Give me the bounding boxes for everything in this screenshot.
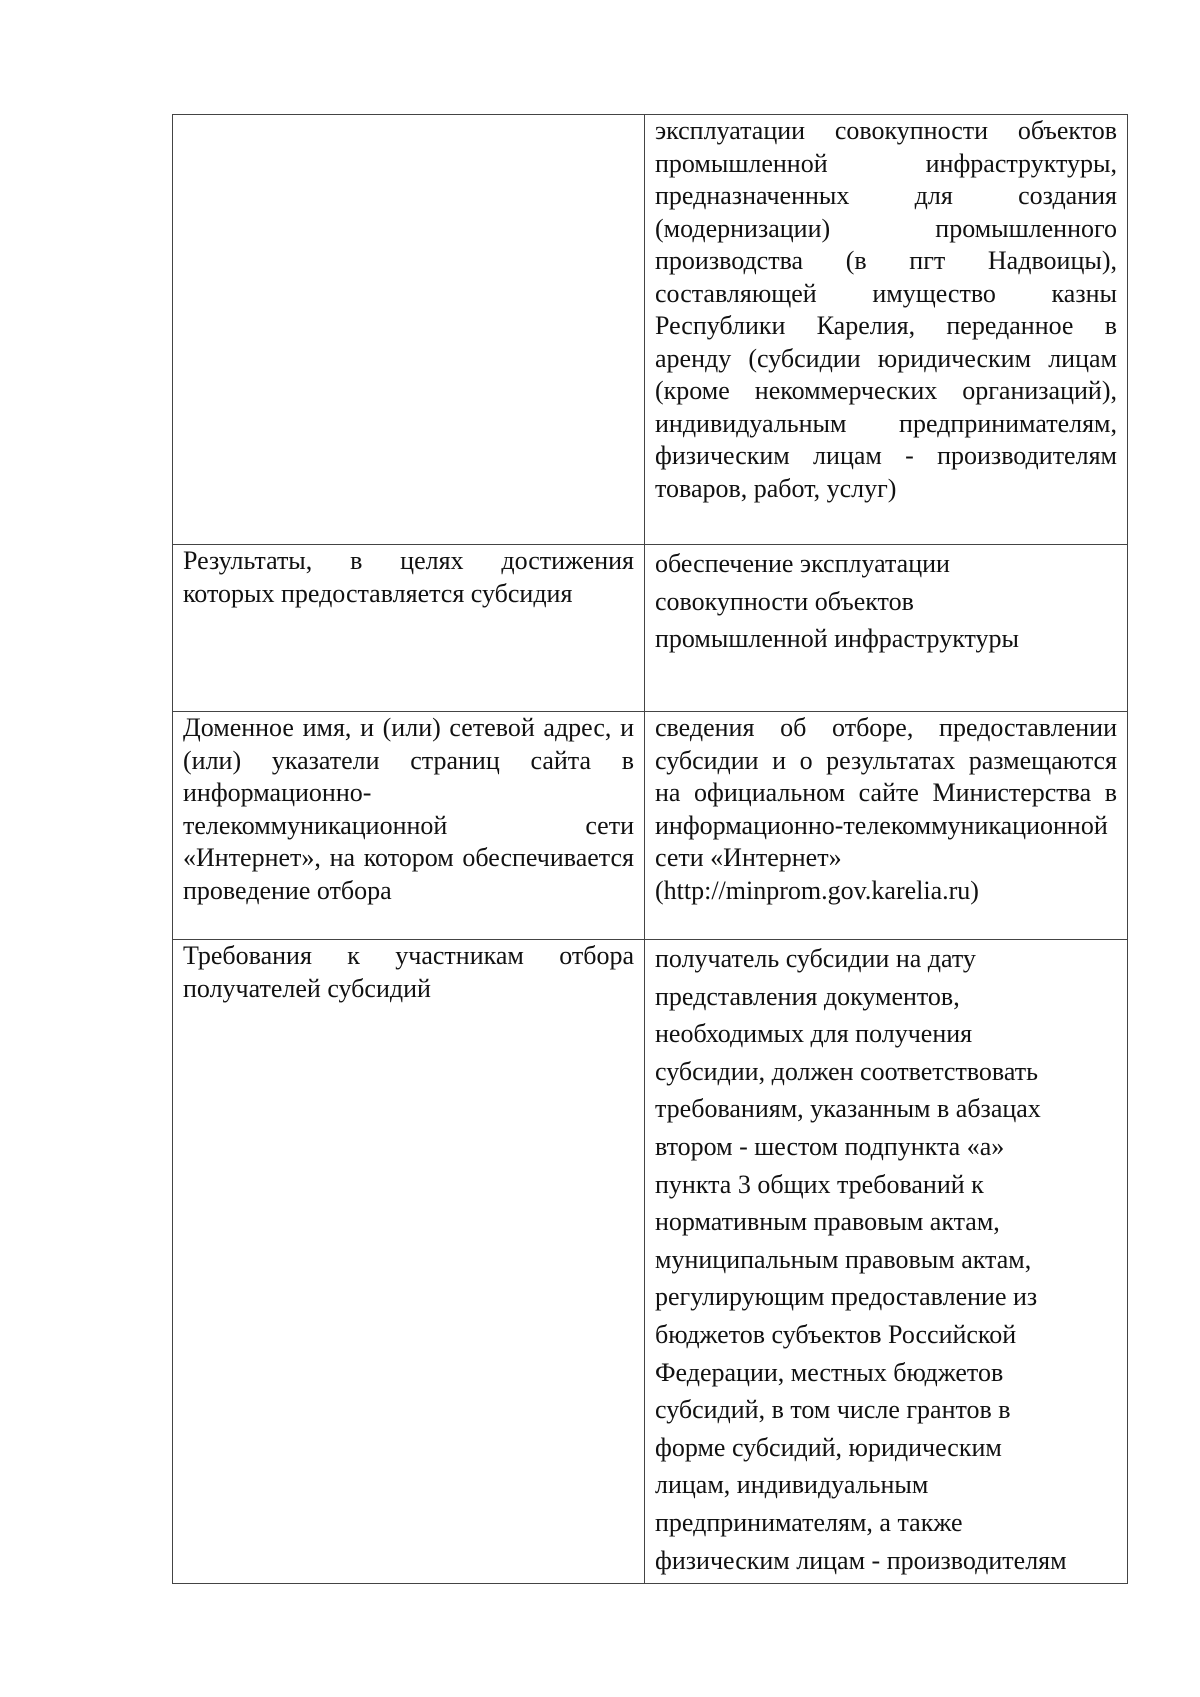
table-row: [173, 545, 1128, 712]
row-label: Результаты, в целях достижения которых предоставляется субсидия: [183, 546, 634, 608]
table-row: [173, 712, 1128, 940]
requirements-table: [172, 114, 1128, 1584]
table-cell-label: [173, 712, 645, 940]
row-label: Доменное имя, и (или) сетевой адрес, и (или) указатели страниц сайта в информационно-телекоммуникационной сети «Интернет», на котором обеспечивается проведение отбора: [183, 713, 634, 905]
row-value: сведения об отборе, предоставлении субсидии и о результатах размещаются на официальном сайте Министерства в информационно-телекоммуникационной сети «Интернет» (http://minprom.gov.karelia.ru): [655, 713, 1117, 905]
row-value: обеспечение эксплуатации совокупности объектов промышленной инфраструктуры: [655, 549, 1019, 654]
row-value: эксплуатации совокупности объектов промышленной инфраструктуры, предназначенных для создания (модернизации) промышленного производства (в пгт Надвоицы), составляющей имущество казны Республики Карелия, переданное в аренду (субсидии юридическим лицам (кроме некоммерческих организаций), индивидуальным предпринимателям, физическим лицам - производителям товаров, работ, услуг): [655, 116, 1117, 503]
row-label: Требования к участникам отбора получателей субсидий: [183, 941, 634, 1003]
table-cell-value: [645, 940, 1128, 1584]
table-cell-value: [645, 115, 1128, 545]
table-cell-label: [173, 115, 645, 545]
table-cell-label: [173, 545, 645, 712]
row-value: получатель субсидии на дату представления документов, необходимых для получения субсидии, должен соответствовать требованиям, указанным в абзацах втором - шестом подпункта «а» пункта 3 общих требований к нормативным правовым актам, муниципальным правовым актам, регулирующим предоставление из бюджетов субъектов Российской Федерации, местных бюджетов субсидий, в том числе грантов в форме субсидий, юридическим лицам, индивидуальным предпринимателям, а также физическим лицам - производителям: [655, 944, 1067, 1575]
table-cell-value: [645, 712, 1128, 940]
table-cell-label: [173, 940, 645, 1584]
table-cell-value: [645, 545, 1128, 712]
table-row: [173, 940, 1128, 1584]
table-row: [173, 115, 1128, 545]
